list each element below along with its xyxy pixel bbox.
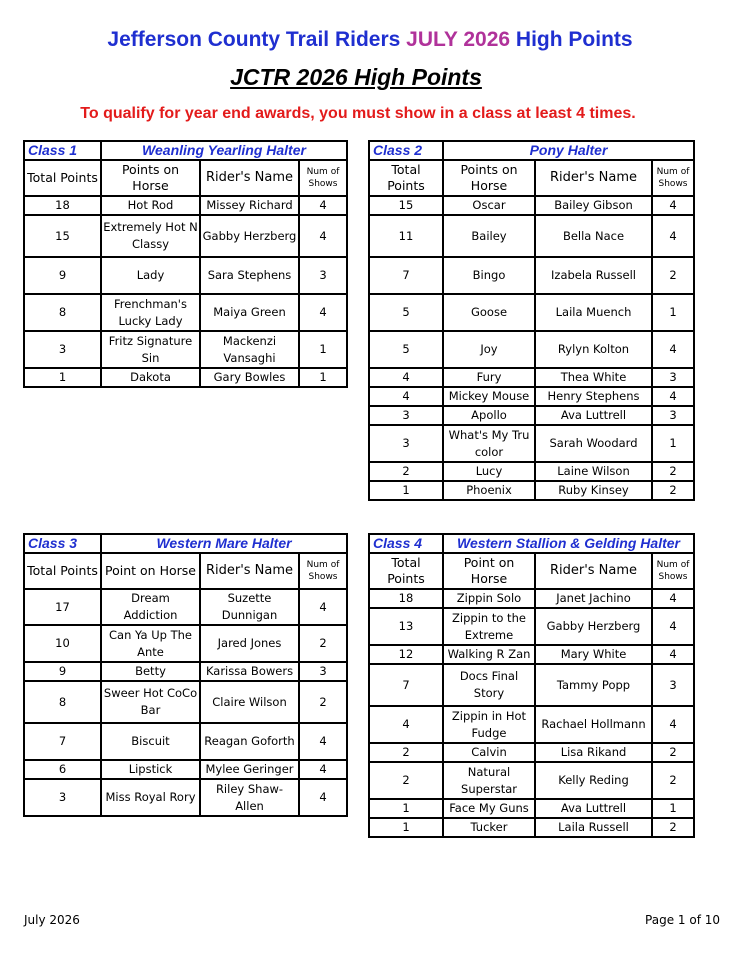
rider-name-cell: Sarah Woodard xyxy=(535,425,652,462)
num-of-shows-cell: 4 xyxy=(652,387,694,406)
rider-name-cell: Izabela Russell xyxy=(535,257,652,294)
total-points-cell: 18 xyxy=(369,589,443,608)
column-header-row xyxy=(369,160,694,196)
horse-cell: Hot Rod xyxy=(101,196,200,215)
rider-name-header: Rider's Name xyxy=(200,160,299,196)
rider-name-header: Rider's Name xyxy=(535,160,652,196)
class-title-row xyxy=(369,141,694,160)
num-of-shows-cell: 1 xyxy=(299,331,347,368)
total-points-cell: 6 xyxy=(24,760,101,779)
rider-name-cell: Riley Shaw-Allen xyxy=(200,779,299,816)
rider-name-cell: Ava Luttrell xyxy=(535,406,652,425)
horse-cell: Tucker xyxy=(443,818,535,837)
rider-name-cell: Ruby Kinsey xyxy=(535,481,652,500)
rider-name-cell: Gary Bowles xyxy=(200,368,299,387)
horse-cell: Fury xyxy=(443,368,535,387)
num-of-shows-cell: 3 xyxy=(652,406,694,425)
total-points-cell: 2 xyxy=(369,462,443,481)
class-name: Pony Halter xyxy=(443,141,694,160)
num-of-shows-cell: 4 xyxy=(299,779,347,816)
class-name: Weanling Yearling Halter xyxy=(101,141,347,160)
horse-cell: Joy xyxy=(443,331,535,368)
horse-cell: Extremely Hot N Classy xyxy=(101,215,200,257)
total-points-cell: 7 xyxy=(369,664,443,706)
class-label: Class 1 xyxy=(24,141,101,160)
total-points-cell: 18 xyxy=(24,196,101,215)
table-row xyxy=(24,723,347,760)
total-points-cell: 4 xyxy=(369,387,443,406)
num-of-shows-cell: 2 xyxy=(652,481,694,500)
num-of-shows-cell: 2 xyxy=(299,681,347,723)
rider-name-cell: Sara Stephens xyxy=(200,257,299,294)
num-of-shows-cell: 4 xyxy=(652,645,694,664)
num-of-shows-cell: 4 xyxy=(652,589,694,608)
total-points-cell: 5 xyxy=(369,294,443,331)
total-points-cell: 15 xyxy=(24,215,101,257)
total-points-cell: 13 xyxy=(369,608,443,645)
rider-name-cell: Suzette Dunnigan xyxy=(200,589,299,625)
horse-cell: Bailey xyxy=(443,215,535,257)
rider-name-cell: Laila Muench xyxy=(535,294,652,331)
total-points-cell: 4 xyxy=(369,368,443,387)
horse-cell: Mickey Mouse xyxy=(443,387,535,406)
column-header-row xyxy=(24,553,347,589)
class-1-table xyxy=(23,140,348,388)
document-title xyxy=(0,28,740,52)
num-of-shows-cell: 2 xyxy=(299,625,347,662)
class-3-table xyxy=(23,533,348,817)
total-points-cell: 17 xyxy=(24,589,101,625)
table-row xyxy=(24,215,347,257)
total-points-cell: 7 xyxy=(369,257,443,294)
table-row xyxy=(369,818,694,837)
horse-cell: Walking R Zan xyxy=(443,645,535,664)
num-of-shows-header: Num of Shows xyxy=(652,160,694,196)
rider-name-cell: Claire Wilson xyxy=(200,681,299,723)
horse-cell: Miss Royal Rory xyxy=(101,779,200,816)
num-of-shows-cell: 3 xyxy=(299,662,347,681)
table-row xyxy=(369,481,694,500)
num-of-shows-cell: 1 xyxy=(652,799,694,818)
column-header-row xyxy=(24,160,347,196)
rider-name-cell: Thea White xyxy=(535,368,652,387)
num-of-shows-header: Num of Shows xyxy=(299,553,347,589)
total-points-cell: 8 xyxy=(24,294,101,331)
class-label: Class 2 xyxy=(369,141,443,160)
title-suffix: High Points xyxy=(510,28,633,51)
rider-name-cell: Maiya Green xyxy=(200,294,299,331)
horse-cell: Dream Addiction xyxy=(101,589,200,625)
total-points-cell: 15 xyxy=(369,196,443,215)
table-row xyxy=(24,779,347,816)
rider-name-cell: Missey Richard xyxy=(200,196,299,215)
footer-date: July 2026 xyxy=(24,913,80,927)
table-row xyxy=(369,196,694,215)
class-name: Western Mare Halter xyxy=(101,534,347,553)
table-row xyxy=(369,368,694,387)
rider-name-cell: Karissa Bowers xyxy=(200,662,299,681)
horse-cell: Dakota xyxy=(101,368,200,387)
horse-cell: Can Ya Up The Ante xyxy=(101,625,200,662)
total-points-header: Total Points xyxy=(369,553,443,589)
total-points-header: Total Points xyxy=(24,553,101,589)
table-row xyxy=(24,625,347,662)
total-points-cell: 10 xyxy=(24,625,101,662)
horse-cell: Frenchman's Lucky Lady xyxy=(101,294,200,331)
table-row xyxy=(24,196,347,215)
table-row xyxy=(369,608,694,645)
table-row xyxy=(369,762,694,799)
num-of-shows-cell: 3 xyxy=(652,664,694,706)
table-row xyxy=(369,425,694,462)
total-points-cell: 1 xyxy=(24,368,101,387)
num-of-shows-cell: 1 xyxy=(299,368,347,387)
table-row xyxy=(24,368,347,387)
horse-cell: Bingo xyxy=(443,257,535,294)
total-points-cell: 3 xyxy=(24,779,101,816)
class-title-row xyxy=(24,534,347,553)
total-points-cell: 2 xyxy=(369,762,443,799)
rider-name-cell: Rachael Hollmann xyxy=(535,706,652,743)
rider-name-header: Rider's Name xyxy=(535,553,652,589)
rider-name-cell: Mary White xyxy=(535,645,652,664)
class-label: Class 4 xyxy=(369,534,443,553)
class-title-row xyxy=(369,534,694,553)
total-points-cell: 9 xyxy=(24,257,101,294)
rider-name-cell: Kelly Reding xyxy=(535,762,652,799)
table-row xyxy=(369,664,694,706)
num-of-shows-cell: 1 xyxy=(652,294,694,331)
horse-header: Points on Horse xyxy=(443,160,535,196)
total-points-cell: 1 xyxy=(369,481,443,500)
horse-cell: Fritz Signature Sin xyxy=(101,331,200,368)
num-of-shows-cell: 4 xyxy=(652,331,694,368)
table-row xyxy=(369,799,694,818)
horse-cell: Sweer Hot CoCo Bar xyxy=(101,681,200,723)
class-4-table xyxy=(368,533,695,838)
horse-header: Point on Horse xyxy=(443,553,535,589)
class-name: Western Stallion & Gelding Halter xyxy=(443,534,694,553)
horse-cell: Apollo xyxy=(443,406,535,425)
table-row xyxy=(369,589,694,608)
class-title-row xyxy=(24,141,347,160)
num-of-shows-cell: 2 xyxy=(652,257,694,294)
horse-cell: Zippin to the Extreme xyxy=(443,608,535,645)
table-row xyxy=(24,331,347,368)
table-row xyxy=(24,589,347,625)
table-row xyxy=(24,662,347,681)
total-points-cell: 1 xyxy=(369,799,443,818)
num-of-shows-cell: 2 xyxy=(652,743,694,762)
num-of-shows-cell: 4 xyxy=(299,760,347,779)
horse-cell: Goose xyxy=(443,294,535,331)
total-points-cell: 11 xyxy=(369,215,443,257)
horse-cell: Calvin xyxy=(443,743,535,762)
class-2-table xyxy=(368,140,695,501)
table-row xyxy=(369,215,694,257)
rider-name-cell: Bella Nace xyxy=(535,215,652,257)
rider-name-cell: Laine Wilson xyxy=(535,462,652,481)
rider-name-cell: Henry Stephens xyxy=(535,387,652,406)
horse-cell: Betty xyxy=(101,662,200,681)
rider-name-cell: Tammy Popp xyxy=(535,664,652,706)
num-of-shows-cell: 2 xyxy=(652,762,694,799)
horse-header: Point on Horse xyxy=(101,553,200,589)
horse-cell: Lipstick xyxy=(101,760,200,779)
horse-cell: Oscar xyxy=(443,196,535,215)
num-of-shows-cell: 4 xyxy=(299,196,347,215)
total-points-header: Total Points xyxy=(24,160,101,196)
table-row xyxy=(24,760,347,779)
rider-name-cell: Jared Jones xyxy=(200,625,299,662)
num-of-shows-cell: 4 xyxy=(299,589,347,625)
total-points-cell: 1 xyxy=(369,818,443,837)
num-of-shows-cell: 3 xyxy=(652,368,694,387)
footer-page: Page 1 of 10 xyxy=(645,913,720,927)
total-points-cell: 8 xyxy=(24,681,101,723)
rider-name-header: Rider's Name xyxy=(200,553,299,589)
table-row xyxy=(369,645,694,664)
rider-name-cell: Mackenzi Vansaghi xyxy=(200,331,299,368)
horse-cell: Phoenix xyxy=(443,481,535,500)
num-of-shows-cell: 4 xyxy=(652,706,694,743)
total-points-header: Total Points xyxy=(369,160,443,196)
rider-name-cell: Gabby Herzberg xyxy=(200,215,299,257)
num-of-shows-cell: 4 xyxy=(652,608,694,645)
table-row xyxy=(369,294,694,331)
num-of-shows-cell: 4 xyxy=(299,723,347,760)
num-of-shows-header: Num of Shows xyxy=(299,160,347,196)
rider-name-cell: Mylee Geringer xyxy=(200,760,299,779)
title-month: JULY 2026 xyxy=(406,28,511,51)
rider-name-cell: Lisa Rikand xyxy=(535,743,652,762)
num-of-shows-cell: 2 xyxy=(652,818,694,837)
horse-cell: Biscuit xyxy=(101,723,200,760)
horse-cell: Lucy xyxy=(443,462,535,481)
title-prefix: Jefferson County Trail Riders xyxy=(107,28,407,51)
num-of-shows-cell: 3 xyxy=(299,257,347,294)
qualify-note: To qualify for year end awards, you must show in a class at least 4 times. xyxy=(80,105,636,122)
rider-name-cell: Gabby Herzberg xyxy=(535,608,652,645)
total-points-cell: 3 xyxy=(369,425,443,462)
document-subtitle: JCTR 2026 High Points xyxy=(230,64,482,90)
table-row xyxy=(24,257,347,294)
rider-name-cell: Janet Jachino xyxy=(535,589,652,608)
table-row xyxy=(24,681,347,723)
table-row xyxy=(369,257,694,294)
table-row xyxy=(369,387,694,406)
total-points-cell: 4 xyxy=(369,706,443,743)
rider-name-cell: Ava Luttrell xyxy=(535,799,652,818)
horse-cell: What's My Tru color xyxy=(443,425,535,462)
table-row xyxy=(369,406,694,425)
table-row xyxy=(369,331,694,368)
horse-cell: Docs Final Story xyxy=(443,664,535,706)
horse-cell: Lady xyxy=(101,257,200,294)
num-of-shows-cell: 4 xyxy=(299,294,347,331)
table-row xyxy=(24,294,347,331)
num-of-shows-cell: 1 xyxy=(652,425,694,462)
table-row xyxy=(369,462,694,481)
total-points-cell: 7 xyxy=(24,723,101,760)
column-header-row xyxy=(369,553,694,589)
num-of-shows-cell: 4 xyxy=(299,215,347,257)
total-points-cell: 12 xyxy=(369,645,443,664)
horse-cell: Face My Guns xyxy=(443,799,535,818)
total-points-cell: 3 xyxy=(24,331,101,368)
total-points-cell: 2 xyxy=(369,743,443,762)
num-of-shows-cell: 2 xyxy=(652,462,694,481)
table-row xyxy=(369,706,694,743)
rider-name-cell: Laila Russell xyxy=(535,818,652,837)
total-points-cell: 9 xyxy=(24,662,101,681)
num-of-shows-cell: 4 xyxy=(652,215,694,257)
total-points-cell: 3 xyxy=(369,406,443,425)
horse-cell: Zippin in Hot Fudge xyxy=(443,706,535,743)
num-of-shows-cell: 4 xyxy=(652,196,694,215)
class-label: Class 3 xyxy=(24,534,101,553)
rider-name-cell: Reagan Goforth xyxy=(200,723,299,760)
rider-name-cell: Bailey Gibson xyxy=(535,196,652,215)
table-row xyxy=(369,743,694,762)
total-points-cell: 5 xyxy=(369,331,443,368)
num-of-shows-header: Num of Shows xyxy=(652,553,694,589)
horse-cell: Zippin Solo xyxy=(443,589,535,608)
horse-header: Points on Horse xyxy=(101,160,200,196)
horse-cell: Natural Superstar xyxy=(443,762,535,799)
rider-name-cell: Rylyn Kolton xyxy=(535,331,652,368)
